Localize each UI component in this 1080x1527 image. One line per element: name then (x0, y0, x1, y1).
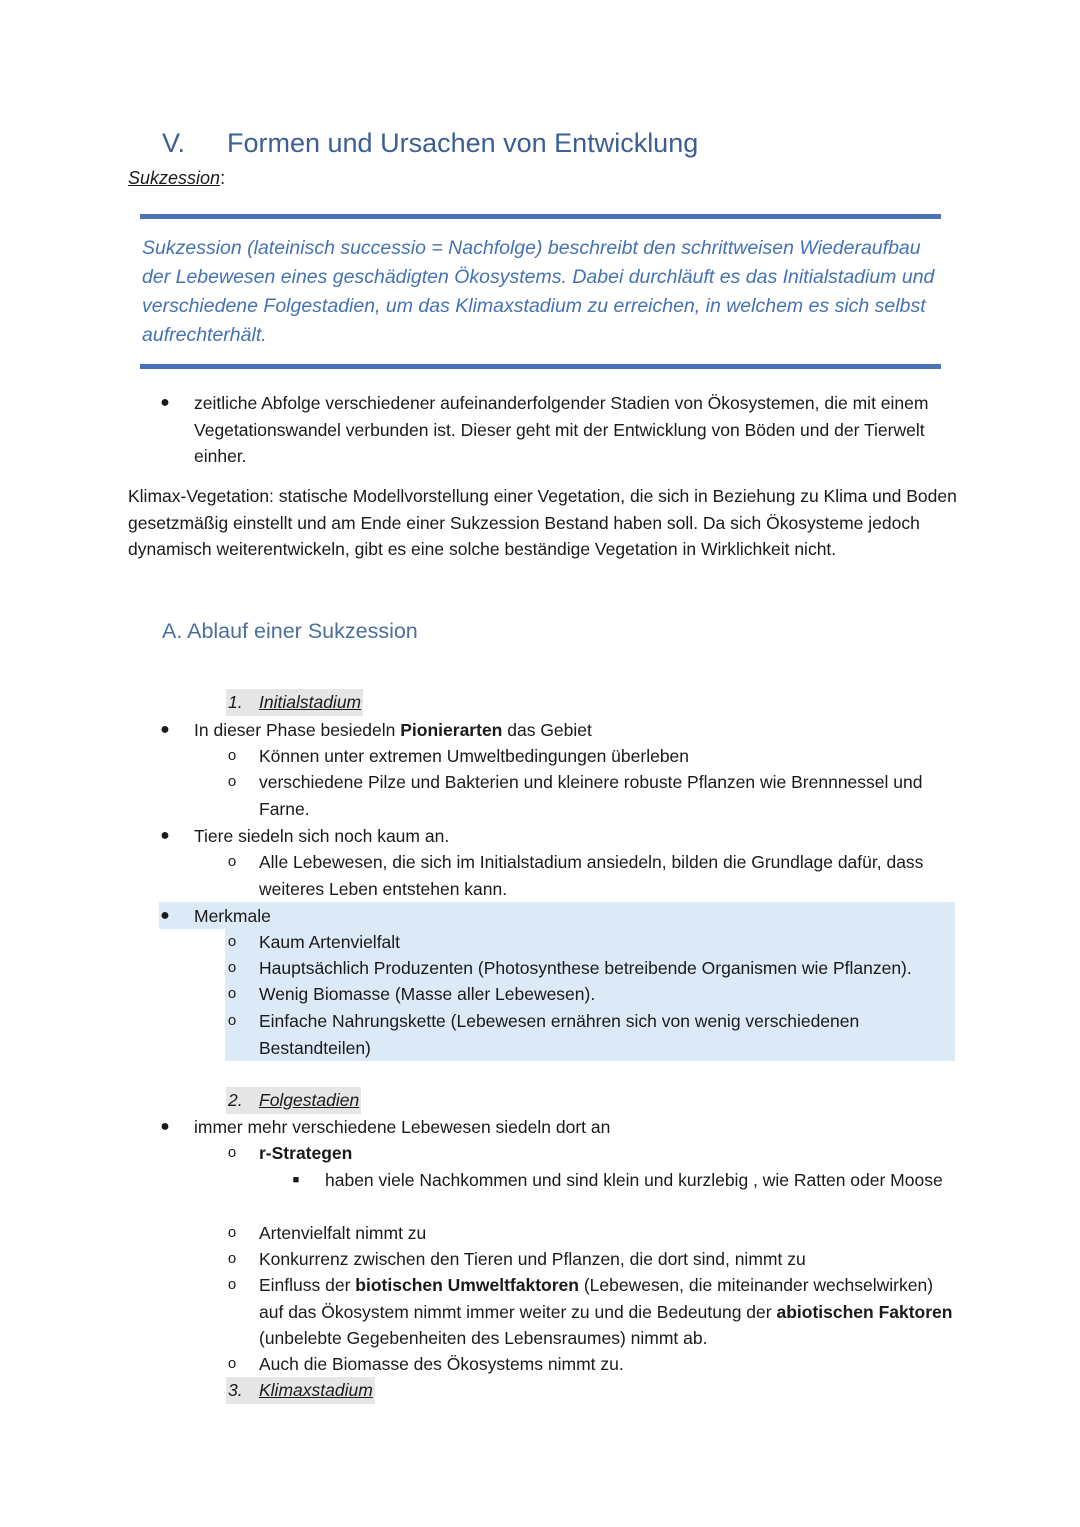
bullet-marker: ● (160, 907, 170, 924)
circle-marker: o (227, 1012, 237, 1029)
klimax-paragraph: Klimax-Vegetation: statische Modellvorstellung einer Vegetation, die sich in Beziehung zu Klima und Boden gesetzmäßig einstellt und am Ende einer Sukzession Bestand haben soll. Da sich Ökosysteme jedoch dynamisch weiterentwickeln, gibt es eine solche beständige Vegetation in Wirklichkeit nicht. (128, 486, 957, 559)
chapter-title: Formen und Ursachen von Entwicklung (227, 128, 699, 158)
bullet-marker: ● (160, 827, 170, 844)
stage-2-number: 2. (228, 1090, 243, 1110)
stage-3-heading (226, 1377, 375, 1404)
merkmal-2: Hauptsächlich Produzenten (Photosynthese betreibende Organismen wie Pflanzen). (259, 958, 912, 978)
merkmal-4: Einfache Nahrungskette (Lebewesen ernähren sich von wenig verschiedenen Bestandteilen) (259, 1011, 860, 1058)
term-pionierarten: Pionierarten (400, 720, 503, 740)
stage-2-sub-4 (259, 1272, 954, 1352)
merkmal-1: Kaum Artenvielfalt (259, 932, 401, 952)
bullet-marker: ● (160, 721, 170, 738)
square-marker: ■ (292, 1174, 300, 1186)
stage-1-number: 1. (228, 692, 243, 712)
stage-1-bullet-2: Tiere siedeln sich noch kaum an. (194, 826, 450, 846)
circle-marker: o (227, 1250, 237, 1267)
merkmal-3: Wenig Biomasse (Masse aller Lebewesen). (259, 984, 596, 1004)
highlight-indent (159, 929, 225, 1061)
stage-1-bullet-1 (194, 717, 954, 744)
section-a-heading: A. Ablauf einer Sukzession (162, 619, 418, 643)
subheading-label: Sukzession (128, 168, 221, 188)
quote-top-rule (140, 214, 941, 219)
stage-2-title: Folgestadien (259, 1090, 360, 1110)
intro-bullet-text: zeitliche Abfolge verschiedener aufeinanderfolgender Stadien von Ökosystemen, die mit einem Vegetationswandel verbunden ist. Dieser geht mit der Entwicklung von Böden und der Tierwelt einher. (194, 393, 929, 466)
subheading (128, 168, 225, 189)
circle-marker: o (227, 959, 237, 976)
circle-marker: o (227, 985, 237, 1002)
circle-marker: o (227, 1355, 237, 1372)
quote-bottom-rule (140, 364, 941, 369)
text: Einfluss der (259, 1275, 356, 1295)
circle-marker: o (227, 933, 237, 950)
r-strategen-label (259, 1140, 954, 1167)
stage-2-bullet-1: immer mehr verschiedene Lebewesen siedeln dort an (194, 1117, 611, 1137)
r-strategen-detail: haben viele Nachkommen und sind klein und kurzlebig , wie Ratten oder Moose (325, 1170, 943, 1190)
term-abiotische-faktoren: abiotischen Faktoren (776, 1301, 953, 1322)
text: das Gebiet (502, 720, 592, 740)
chapter-number: V. (162, 128, 186, 158)
merkmale-label: Merkmale (194, 906, 271, 926)
stage-1-sub-2: verschiedene Pilze und Bakterien und kleinere robuste Pflanzen wie Brennnessel und Farne. (259, 772, 923, 819)
stage-3-number: 3. (228, 1380, 243, 1400)
text: In dieser Phase besiedeln (194, 720, 401, 740)
chapter-heading (162, 128, 698, 159)
stage-2-sub-2: Artenvielfalt nimmt zu (259, 1223, 427, 1243)
circle-marker: o (227, 747, 237, 764)
circle-marker: o (227, 853, 237, 870)
circle-marker: o (227, 1224, 237, 1241)
subheading-colon: : (220, 168, 226, 188)
term-biotische-faktoren: biotischen Umweltfaktoren (355, 1275, 579, 1295)
stage-1-sub-1: Können unter extremen Umweltbedingungen überleben (259, 746, 690, 766)
circle-marker: o (227, 773, 237, 790)
circle-marker: o (227, 1276, 237, 1293)
stage-2-heading (226, 1087, 361, 1114)
bullet-marker: ● (160, 1118, 170, 1135)
definition-quote: Sukzession (lateinisch successio = Nachfolge) beschreibt den schrittweisen Wiederaufbau der Lebewesen eines geschädigten Ökosystems. Dabei durchläuft es das Initialstadium und verschiedene Folgestadien, um das Klimaxstadium zu erreichen, in welchem es sich selbst aufrechterhält. (142, 237, 935, 346)
stage-3-title: Klimaxstadium (259, 1380, 373, 1400)
text: (Lebewesen, die miteinander wechselwirken) auf das Ökosystem nimmt immer weiter zu und die Bedeutung der (259, 1275, 934, 1322)
circle-marker: o (227, 1144, 237, 1161)
stage-1-heading (226, 689, 363, 716)
stage-2-sub-5: Auch die Biomasse des Ökosystems nimmt zu. (259, 1354, 624, 1374)
stage-1-sub-3: Alle Lebewesen, die sich im Initialstadium ansiedeln, bilden die Grundlage dafür, dass weiteres Leben entstehen kann. (259, 852, 924, 899)
term-r-strategen: r-Strategen (259, 1143, 353, 1163)
bullet-marker: ● (160, 394, 170, 411)
text: (unbelebte Gegebenheiten des Lebensraumes) nimmt ab. (259, 1328, 708, 1348)
stage-1-title: Initialstadium (259, 692, 362, 712)
stage-2-sub-3: Konkurrenz zwischen den Tieren und Pflanzen, die dort sind, nimmt zu (259, 1249, 806, 1269)
